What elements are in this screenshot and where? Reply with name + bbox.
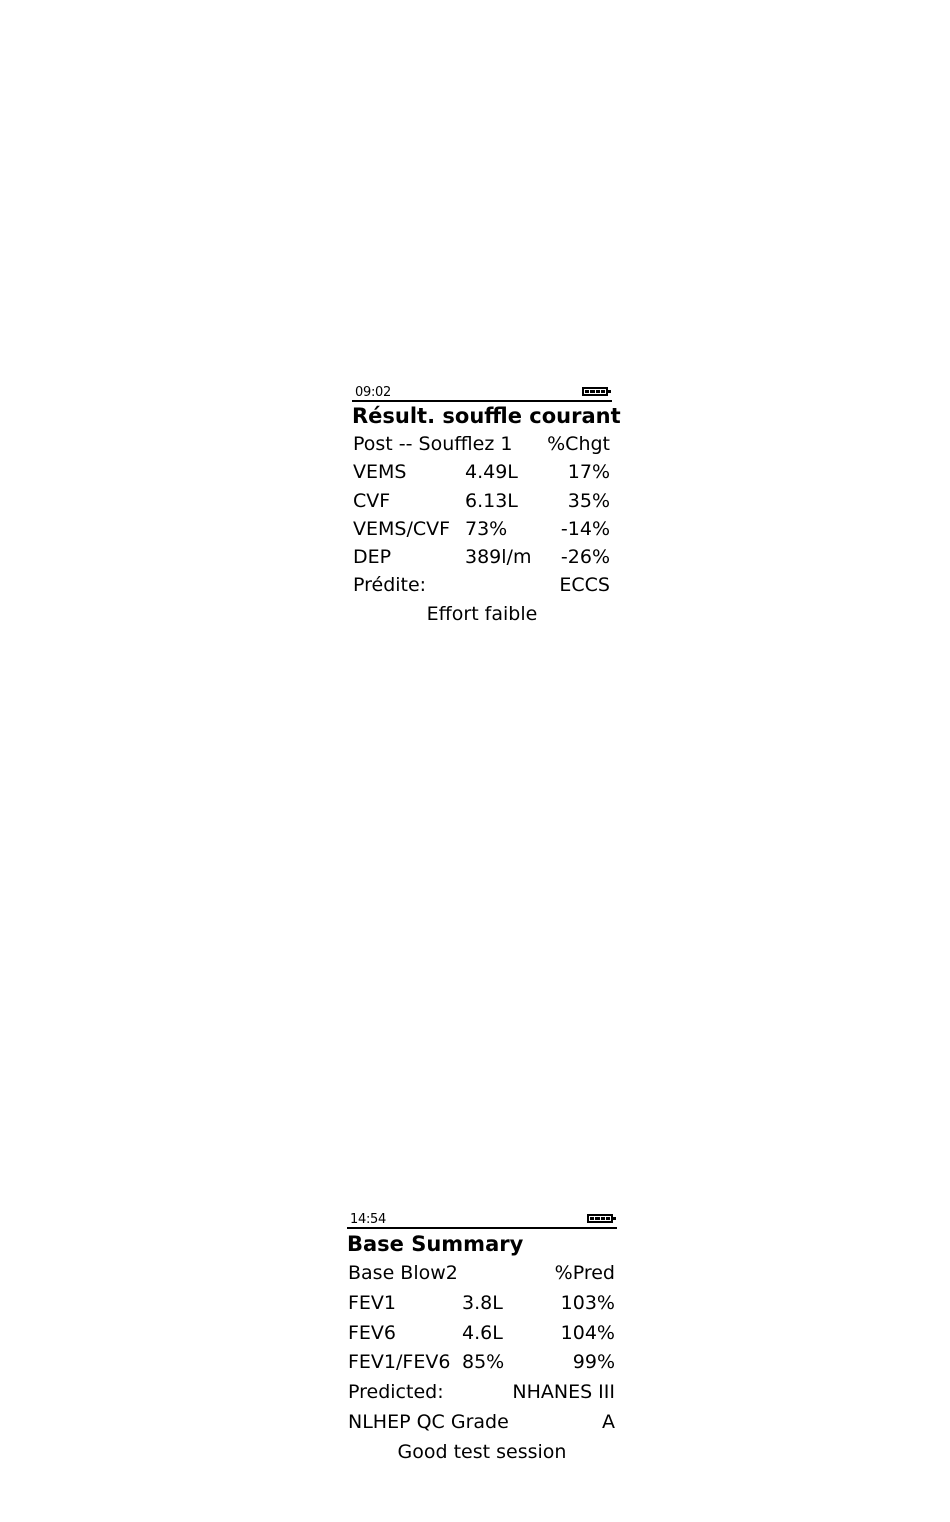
metric-value: 85% xyxy=(462,1351,505,1374)
status-message: Effort faible xyxy=(426,602,538,625)
predicted-label: Predicted: xyxy=(348,1381,444,1404)
session-label: Base Blow2 xyxy=(348,1262,458,1284)
header-row xyxy=(347,1259,617,1289)
metric-pred: 103% xyxy=(560,1291,615,1314)
column-header-change: %Chgt xyxy=(547,433,610,455)
result-row xyxy=(352,515,612,543)
result-row xyxy=(347,1348,617,1378)
screen-title: Base Summary xyxy=(347,1232,524,1256)
status-bar xyxy=(347,1205,617,1229)
result-row xyxy=(352,543,612,571)
qc-grade-label: NLHEP QC Grade xyxy=(348,1410,509,1433)
metric-value: 3.8L xyxy=(462,1291,503,1314)
predicted-row xyxy=(352,571,612,599)
header-row xyxy=(352,430,612,458)
predicted-value: NHANES III xyxy=(512,1381,615,1404)
metric-change: 17% xyxy=(567,461,610,484)
metric-label: VEMS xyxy=(353,461,407,484)
predicted-row xyxy=(347,1378,617,1408)
device-screen-french xyxy=(352,378,621,628)
message-row xyxy=(352,600,612,628)
predicted-value: ECCS xyxy=(559,574,610,597)
device-screen-english xyxy=(347,1205,617,1468)
session-label: Post -- Soufflez 1 xyxy=(353,433,513,455)
result-row xyxy=(352,487,612,515)
metric-value: 4.6L xyxy=(462,1321,503,1344)
status-message: Good test session xyxy=(397,1440,567,1463)
qc-grade-row xyxy=(347,1408,617,1438)
metric-change: 35% xyxy=(567,489,610,512)
clock: 09:02 xyxy=(355,385,391,400)
battery-icon xyxy=(582,387,608,396)
metric-label: VEMS/CVF xyxy=(353,517,451,540)
metric-label: FEV1/FEV6 xyxy=(348,1351,451,1374)
metric-label: FEV1 xyxy=(348,1291,397,1314)
metric-label: CVF xyxy=(353,489,391,512)
metric-value: 73% xyxy=(465,517,508,540)
metric-change: -14% xyxy=(560,517,610,540)
screen-title: Résult. souffle courant xyxy=(352,404,621,428)
result-row xyxy=(352,458,612,486)
metric-label: FEV6 xyxy=(348,1321,397,1344)
predicted-label: Prédite: xyxy=(353,574,427,597)
result-row xyxy=(347,1319,617,1349)
status-bar xyxy=(352,378,612,402)
clock: 14:54 xyxy=(350,1212,386,1227)
metric-value: 4.49L xyxy=(465,461,518,484)
metric-pred: 99% xyxy=(572,1351,615,1374)
qc-grade-value: A xyxy=(602,1410,615,1433)
metric-value: 389l/m xyxy=(465,546,532,569)
result-row xyxy=(347,1289,617,1319)
column-header-pred: %Pred xyxy=(554,1262,615,1284)
metric-change: -26% xyxy=(560,546,610,569)
message-row xyxy=(347,1438,617,1468)
battery-icon xyxy=(587,1214,613,1223)
metric-pred: 104% xyxy=(560,1321,615,1344)
metric-value: 6.13L xyxy=(465,489,518,512)
metric-label: DEP xyxy=(353,546,392,569)
